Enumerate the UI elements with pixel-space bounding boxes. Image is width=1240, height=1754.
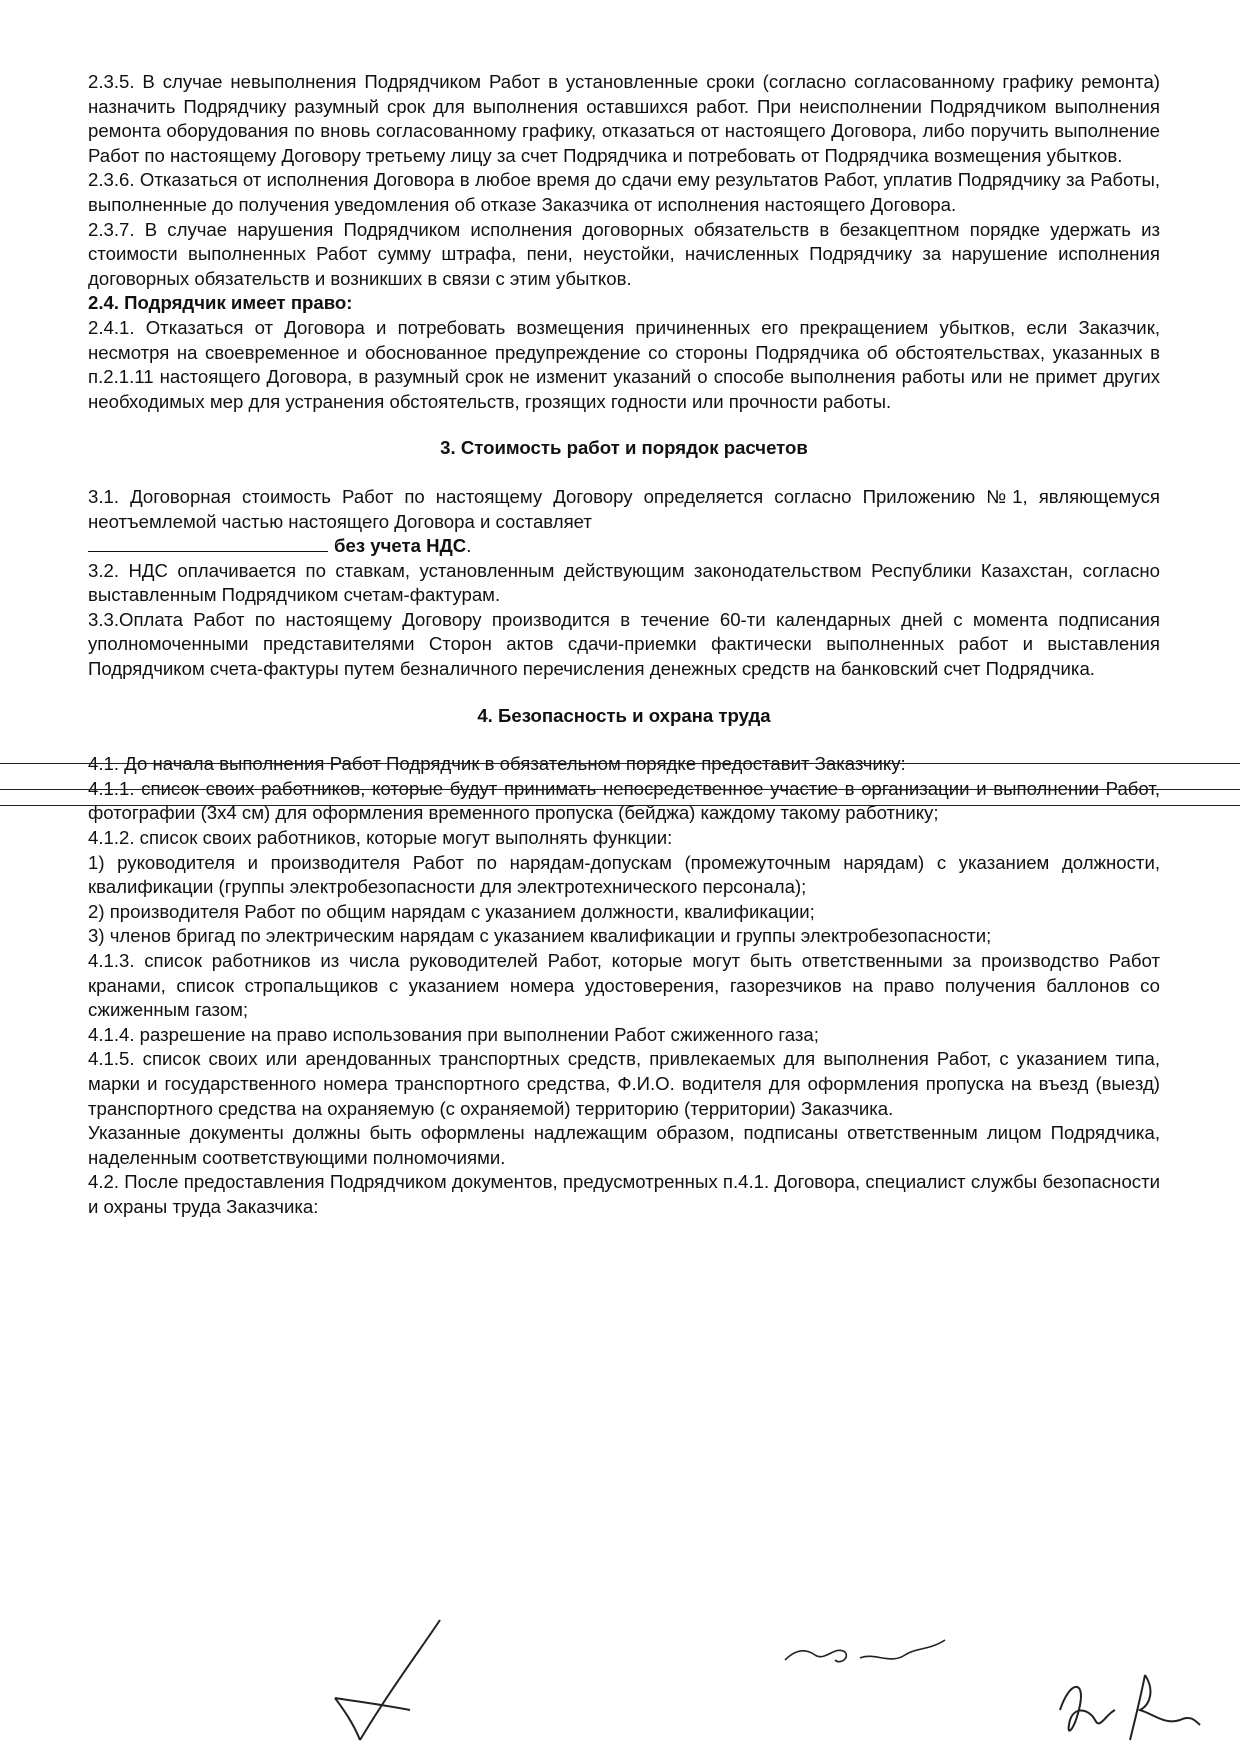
- clause-3-3: 3.3.Оплата Работ по настоящему Договору производится в течение 60-ти календарных дней с момента подписания уполномоченными представителями Сторон актов сдачи-приемки фактически выполненных работ и выставления Подрядчиком счета-фактуры путем безналичного перечисления денежных средств на банковский счет Подрядчика.: [88, 608, 1160, 680]
- clause-4-1: 4.1. До начала выполнения Работ Подрядчик в обязательном порядке предоставит Заказчику:: [88, 753, 906, 775]
- clause-4-1-5: 4.1.5. список своих или арендованных транспортных средств, привлекаемых для выполнения Работ, с указанием типа, марки и государственного номера транспортного средства, Ф.И.О. водителя для оформления пропуска на въезд (выезд) транспортного средства на охраняемую (с охраняемой) территорию (территории) Заказчика.: [88, 1048, 1160, 1119]
- clause-3-1-text: 3.1. Договорная стоимость Работ по настоящему Договору определяется согласно Приложению №1, являющемуся неотъемлемой частью настоящего Договора и составляет: [88, 485, 1160, 532]
- clause-4-2: 4.2. После предоставления Подрядчиком документов, предусмотренных п.4.1. Договора, специалист службы безопасности и охраны труда Заказчика:: [88, 1171, 1160, 1217]
- clause-2-3-7: 2.3.7. В случае нарушения Подрядчиком исполнения договорных обязательств в безакцептном порядке удержать из стоимости выполненных Работ сумму штрафа, пени, неустойки, начисленных Подрядчику за нарушение исполнения договорных обязательств и возникших в связи с этим убытков.: [88, 218, 1160, 289]
- clause-2-3-5: 2.3.5. В случае невыполнения Подрядчиком Работ в установленные сроки (согласно согласованному графику ремонта) назначить Подрядчику разумный срок для выполнения оставшихся работ. При неисполнении Подрядчиком выполнения ремонта оборудования по вновь согласованному графику, отказаться от настоящего Договора, либо поручить выполнение Работ по настоящему Договору третьему лицу за счет Подрядчика и потребовать от Подрядчика возмещения убытков.: [88, 71, 1160, 166]
- scan-line: [0, 763, 1240, 764]
- clause-4-1-3: 4.1.3. список работников из числа руководителей Работ, которые могут быть ответственными за производство Работ кранами, список стропальщиков с указанием номера удостоверения, газорезчиков на право получения баллонов со сжиженным газом;: [88, 950, 1160, 1021]
- clause-2-4-1: 2.4.1. Отказаться от Договора и потребовать возмещения причиненных его прекращением убытков, если Заказчик, несмотря на своевременное и обоснованное предупреждение со стороны Подрядчика об обстоятельствах, указанных в п.2.1.11 настоящего Договора, в разумный срок не изменит указаний о способе выполнения работы или не примет других необходимых мер для устранения обстоятельств, грозящих годности или прочности работы.: [88, 316, 1160, 412]
- clause-4-1-2: 4.1.2. список своих работников, которые могут выполнять функции:: [88, 827, 673, 849]
- clause-2-3-6: 2.3.6. Отказаться от исполнения Договора в любое время до сдачи ему результатов Работ, уплатив Подрядчику за Работы, выполненные до получения уведомления об отказе Заказчика от исполнения настоящего Договора.: [88, 169, 1160, 215]
- section-4-heading: 4. Безопасность и охрана труда: [477, 704, 771, 726]
- section-2-4-title: 2.4. Подрядчик имеет право:: [88, 292, 353, 314]
- clause-3-1-tail: без учета НДС: [334, 535, 467, 557]
- document-page: [88, 70, 1160, 1220]
- clause-4-1-2-item-2: 2) производителя Работ по общим нарядам с указанием должности, квалификации;: [88, 900, 815, 922]
- clause-4-1-1: 4.1.1. список своих работников, которые будут принимать непосредственное участие в организации и выполнении Работ, фотографии (3х4 см) для оформления временного пропуска (бейджа) каждому такому работнику;: [88, 777, 1160, 824]
- signature-initials-right: [1050, 1660, 1210, 1750]
- clause-4-1-2-item-1: 1) руководителя и производителя Работ по нарядам-допускам (промежуточным нарядам) с указанием должности, квалификации (группы электробезопасности для электротехнического персонала);: [88, 851, 1160, 898]
- scan-line: [0, 805, 1240, 806]
- price-blank: [88, 535, 328, 552]
- clause-4-1-4: 4.1.4. разрешение на право использования при выполнении Работ сжиженного газа;: [88, 1023, 819, 1045]
- signature-mark-left: [330, 1610, 460, 1750]
- clause-3-2: 3.2. НДС оплачивается по ставкам, установленным действующим законодательством Республики Казахстан, согласно выставленным Подрядчиком счетам-фактурам.: [88, 559, 1160, 606]
- scan-line: [0, 789, 1240, 790]
- clause-4-1-2-item-3: 3) членов бригад по электрическим нарядам с указанием квалификации и группы электробезопасности;: [88, 925, 992, 947]
- section-3-heading: 3. Стоимость работ и порядок расчетов: [440, 437, 808, 459]
- documents-note: Указанные документы должны быть оформлены надлежащим образом, подписаны ответственным лицом Подрядчика, наделенным соответствующими полномочиями.: [88, 1122, 1160, 1168]
- signature-mark-center: [780, 1630, 950, 1680]
- clause-3-1: 3.1. Договорная стоимость Работ по настоящему Договору определяется согласно Приложению №1, являющемуся неотъемлемой частью настоящего Договора и составляет без учета НДС.: [88, 485, 1160, 557]
